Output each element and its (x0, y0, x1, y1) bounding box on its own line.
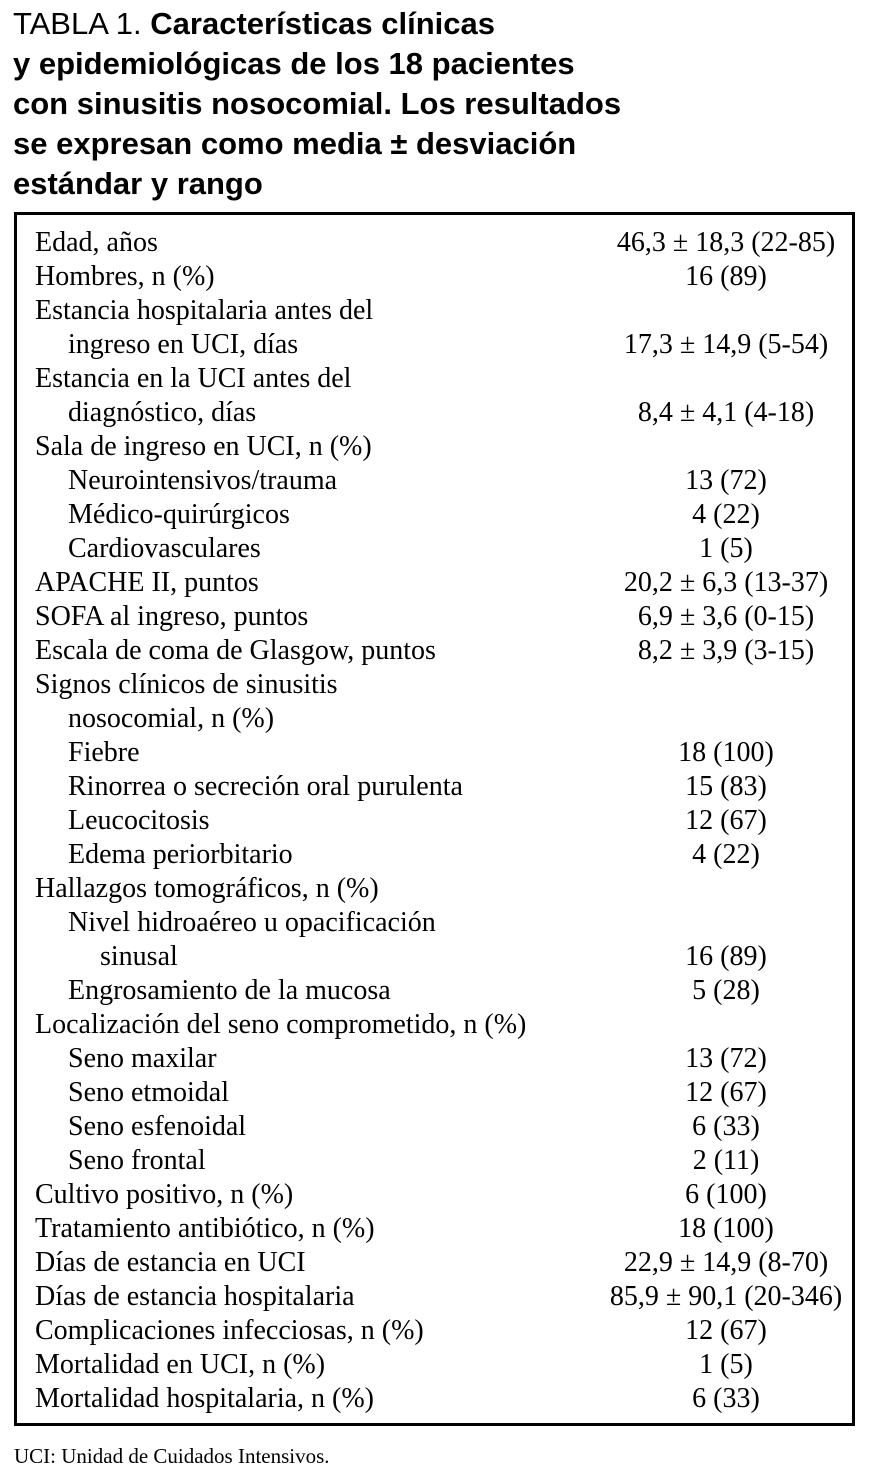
row-label: SOFA al ingreso, puntos (35, 601, 309, 632)
row-label: Leucocitosis (68, 805, 210, 836)
row-value: 8,2 ± 3,9 (3-15) (637, 635, 815, 666)
table-row (17, 906, 852, 940)
row-value: 4 (22) (692, 839, 760, 870)
row-label: Neurointensivos/trauma (68, 465, 338, 496)
row-value: 17,3 ± 14,9 (5-54) (623, 329, 829, 360)
row-value: 15 (83) (685, 771, 767, 802)
row-value: 6 (33) (692, 1383, 760, 1414)
table-row (17, 702, 852, 736)
table-row (17, 294, 852, 328)
row-label: Hombres, n (%) (35, 261, 215, 292)
table-title-line: se expresan como media ± desviación (13, 126, 577, 161)
table-title-line: y epidemiológicas de los 18 pacientes (13, 46, 575, 81)
table-row (17, 872, 852, 906)
row-value: 16 (89) (685, 941, 767, 972)
table-row (17, 566, 852, 600)
row-value: 13 (72) (685, 465, 767, 496)
row-label: Mortalidad en UCI, n (%) (35, 1349, 326, 1380)
table-row (17, 940, 852, 974)
table-row (17, 804, 852, 838)
row-value: 12 (67) (685, 805, 767, 836)
row-value: 6,9 ± 3,6 (0-15) (637, 601, 815, 632)
row-label: Engrosamiento de la mucosa (68, 975, 391, 1006)
row-value: 85,9 ± 90,1 (20-346) (609, 1281, 843, 1312)
row-label: Escala de coma de Glasgow, puntos (35, 635, 436, 666)
table-row (17, 770, 852, 804)
table-row (17, 362, 852, 396)
row-label: Sala de ingreso en UCI, n (%) (35, 431, 372, 462)
row-value: 8,4 ± 4,1 (4-18) (637, 397, 815, 428)
row-label: diagnóstico, días (68, 397, 257, 428)
table-row (17, 260, 852, 294)
row-value: 6 (100) (685, 1179, 767, 1210)
row-label: Complicaciones infecciosas, n (%) (35, 1315, 424, 1346)
row-value: 1 (5) (699, 533, 753, 564)
row-label: Signos clínicos de sinusitis (35, 669, 338, 700)
table-row (17, 1348, 852, 1382)
row-label: Días de estancia en UCI (35, 1247, 306, 1278)
table-row (17, 1042, 852, 1076)
table-row (17, 600, 852, 634)
table-row (17, 838, 852, 872)
row-value: 13 (72) (685, 1043, 767, 1074)
table-row (17, 1382, 852, 1416)
table-row (17, 1110, 852, 1144)
row-value: 6 (33) (692, 1111, 760, 1142)
row-label: Estancia hospitalaria antes del (35, 295, 374, 326)
row-label: Días de estancia hospitalaria (35, 1281, 355, 1312)
table-row (17, 634, 852, 668)
data-table (14, 212, 855, 1426)
row-value: 5 (28) (692, 975, 760, 1006)
table-row (17, 396, 852, 430)
row-label: Seno frontal (68, 1145, 206, 1176)
row-label: Fiebre (68, 737, 140, 768)
row-label: Seno maxilar (68, 1043, 217, 1074)
table-title-line: con sinusitis nosocomial. Los resultados (13, 86, 622, 121)
row-label: Seno etmoidal (68, 1077, 229, 1108)
caption-line (13, 4, 863, 44)
row-label: Edema periorbitario (68, 839, 293, 870)
row-value: 1 (5) (699, 1349, 753, 1380)
row-value: 20,2 ± 6,3 (13-37) (623, 567, 829, 598)
table-title-line: Características clínicas (150, 6, 495, 41)
row-label: Médico-quirúrgicos (68, 499, 290, 530)
row-value: 18 (100) (678, 737, 774, 768)
table-row (17, 328, 852, 362)
table-row (17, 1314, 852, 1348)
table-row (17, 1178, 852, 1212)
row-label: Localización del seno comprometido, n (%) (35, 1009, 527, 1040)
row-value: 18 (100) (678, 1213, 774, 1244)
table-row (17, 1246, 852, 1280)
row-label: Mortalidad hospitalaria, n (%) (35, 1383, 375, 1414)
row-label: ingreso en UCI, días (68, 329, 299, 360)
row-value: 4 (22) (692, 499, 760, 530)
table-row (17, 430, 852, 464)
row-label: Rinorrea o secreción oral purulenta (68, 771, 463, 802)
table-row (17, 736, 852, 770)
table-row (17, 974, 852, 1008)
table-row (17, 1008, 852, 1042)
row-value: 46,3 ± 18,3 (22-85) (616, 227, 836, 258)
row-label: Cardiovasculares (68, 533, 261, 564)
row-label: Hallazgos tomográficos, n (%) (35, 873, 379, 904)
table-row (17, 532, 852, 566)
row-value: 12 (67) (685, 1315, 767, 1346)
table-label: TABLA 1. (13, 6, 142, 41)
table-row (17, 1212, 852, 1246)
table-rows (17, 226, 852, 1416)
row-label: Estancia en la UCI antes del (35, 363, 352, 394)
table-row (17, 1076, 852, 1110)
table-row (17, 1280, 852, 1314)
row-label: sinusal (100, 941, 178, 972)
row-value: 12 (67) (685, 1077, 767, 1108)
row-value: 2 (11) (692, 1145, 760, 1176)
row-label: APACHE II, puntos (35, 567, 259, 598)
row-label: Edad, años (35, 227, 158, 258)
table-row (17, 464, 852, 498)
table-row (17, 668, 852, 702)
row-label: Nivel hidroaéreo u opacificación (68, 907, 436, 938)
row-label: Cultivo positivo, n (%) (35, 1179, 294, 1210)
table-footnote: UCI: Unidad de Cuidados Intensivos. (14, 1444, 330, 1468)
row-label: Tratamiento antibiótico, n (%) (35, 1213, 375, 1244)
table-row (17, 226, 852, 260)
table-title-line: estándar y rango (13, 166, 263, 201)
table-row (17, 1144, 852, 1178)
row-value: 22,9 ± 14,9 (8-70) (623, 1247, 829, 1278)
row-label: nosocomial, n (%) (68, 703, 275, 734)
row-label: Seno esfenoidal (68, 1111, 247, 1142)
table-row (17, 498, 852, 532)
row-value: 16 (89) (685, 261, 767, 292)
table-caption (13, 4, 863, 204)
